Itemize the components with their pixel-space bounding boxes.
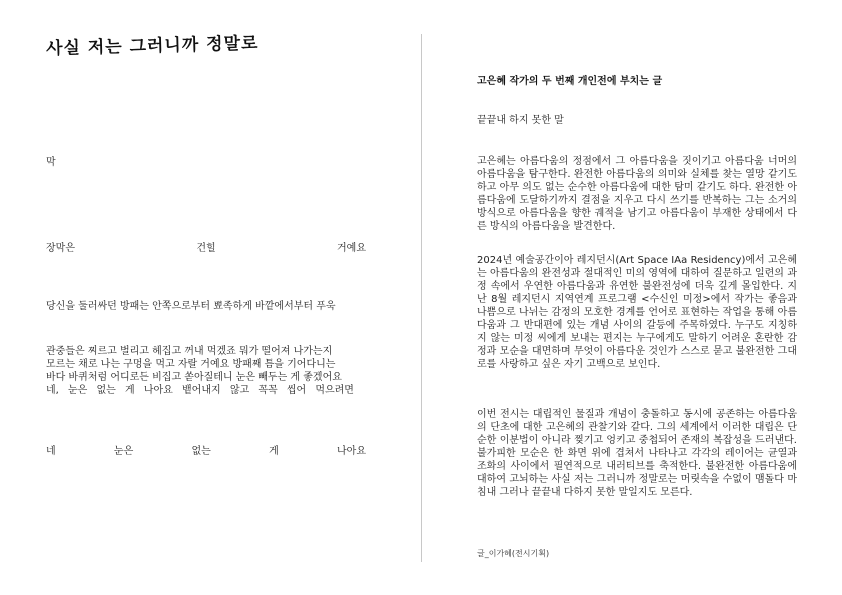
poem-paragraph xyxy=(46,345,366,397)
poem-line-spread-1 xyxy=(46,242,366,255)
poem-para-line: 관중들은 찌르고 벌리고 헤집고 꺼내 먹겠죠 뭐가 떨어져 나가는지 xyxy=(46,346,333,357)
poem-word: 나아요 xyxy=(337,446,366,457)
poem-word: 장막은 xyxy=(46,243,75,254)
poem-word: 눈은 xyxy=(113,446,134,457)
poem-word: 거예요 xyxy=(337,243,366,254)
poem-mak: 막 xyxy=(46,157,56,168)
handwritten-title: 사실 저는 그러니까 정말로 xyxy=(45,33,259,59)
poem-word: 게 xyxy=(269,446,279,457)
essay-subtitle: 끝끝내 하지 못한 말 xyxy=(477,115,564,126)
poem-line-shield: 당신을 둘러싸던 방패는 안쪽으로부터 뾰족하게 바깥에서부터 푸욱 xyxy=(46,301,336,312)
poem-para-line: 네, 눈은 없는 게 나아요 뱉어내지 않고 꼭꼭 씹어 먹으려면 xyxy=(46,385,354,396)
poem-word: 없는 xyxy=(191,446,211,457)
poem-para-line: 모르는 채로 나는 구멍을 먹고 자랄 거예요 방패째 틈을 기어다니는 xyxy=(46,359,336,370)
poem-para-line: 바다 바퀴처럼 어디로든 비집고 쏟아질테니 눈은 빼두는 게 좋겠어요 xyxy=(46,372,342,383)
poem-line-spread-2 xyxy=(46,445,366,458)
essay-paragraph-2: 2024년 예술공간이아 레지던시(Art Space IAa Residency)에서 고은혜는 아름다움의 완전성과 절대적인 미의 영역에 대하여 질문하고 일련의 과정 속에서 우연한 아름다움과 유연한 불완전성에 더욱 깊게 몰입한다. 지난 8월 레지던시 지역연계 프로그램 <수신인 미정>에서 작가는 좋음과 나쁨으로 나뉘는 감정의 모호한 경계를 언어로 표현하는 작업을 통해 아름다움과 그 반대편에 있는 개념 사이의 갈등에 주목하였다. 누구도 지칭하지 않는 미정 씨에게 보내는 편지는 누구에게도 말하기 어려운 혼란한 감정과 모순을 대면하며 무엇이 아름다운 것인가 스스로 묻고 불완전한 그대로를 사랑하고 싶은 자기 고백으로 보인다. xyxy=(477,255,797,370)
essay-heading: 고은혜 작가의 두 번째 개인전에 부치는 글 xyxy=(477,76,663,87)
page-divider xyxy=(421,34,422,562)
essay-credit: 글_이가혜(전시기획) xyxy=(477,549,550,558)
poem-word: 네 xyxy=(46,446,56,457)
poem-word: 건힐 xyxy=(196,243,216,254)
essay-paragraph-3: 이번 전시는 대립적인 물질과 개념이 충돌하고 동시에 공존하는 아름다움의 단초에 대한 고은혜의 관찰기와 같다. 그의 세계에서 이러한 대립은 단순한 이분법이 아니라 찢기고 엉키고 중첩되어 존재의 복잡성을 드러낸다. 불가피한 모순은 한 화면 위에 겹쳐서 나타나고 각각의 레이어는 균열과 조화의 사이에서 필연적으로 내러티브를 축적한다. 불완전한 아름다움에 대하여 고뇌하는 사실 저는 그러니까 정말로는 머릿속을 수없이 맴돌다 마침내 그러나 끝끝내 다하지 못한 말일지도 모른다. xyxy=(477,409,797,498)
essay-paragraph-1: 고은혜는 아름다움의 정점에서 그 아름다움을 짓이기고 아름다움 너머의 아름다움을 탐구한다. 완전한 아름다움의 의미와 실체를 찾는 열망 같기도 하고 아무 의도 없는 순수한 아름다움에 대한 탐미 같기도 하다. 완전한 아름다움에 도달하기까지 결점을 지우고 다시 쓰기를 반복하는 그는 소거의 방식으로 아름다움을 향한 궤적을 남기고 아름다움이 부재한 상태에서 다른 방식의 아름다움을 발견한다. xyxy=(477,156,797,232)
